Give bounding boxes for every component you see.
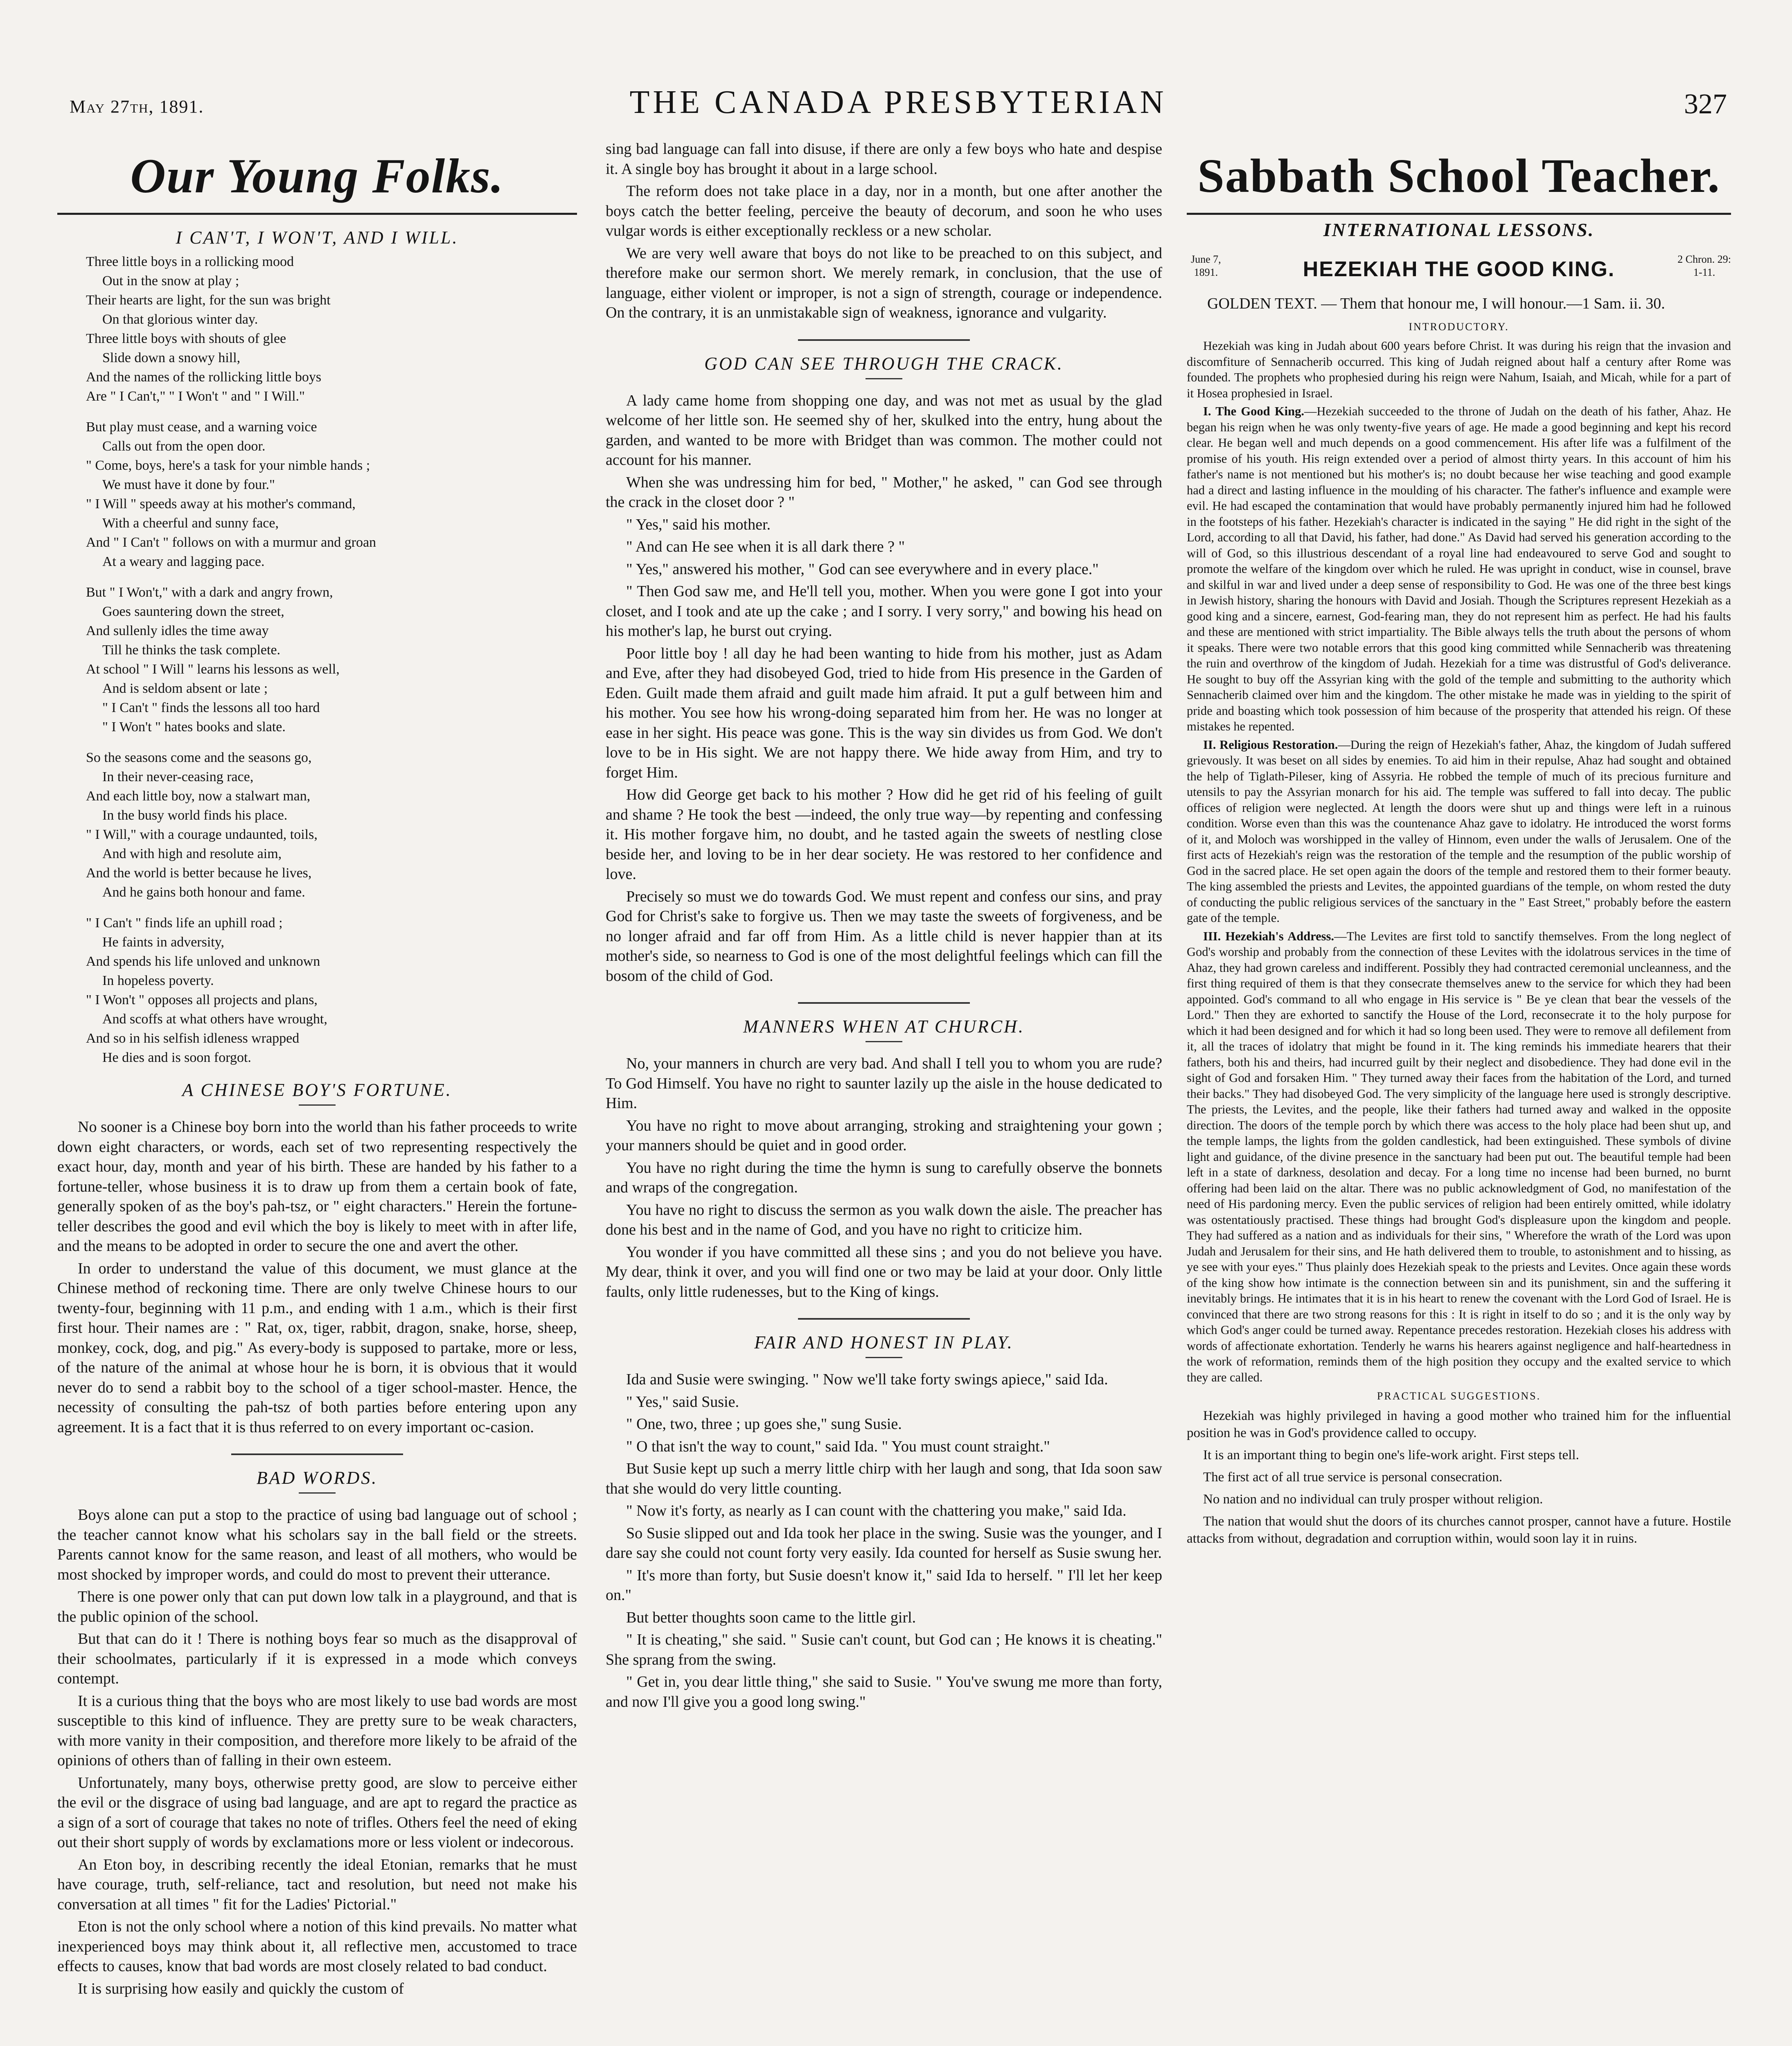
paragraph: You have no right to move about arranging, stroking and straightening your gown ; your manners should be quiet and in good order. [606,1117,1162,1154]
title-dash [299,1492,336,1494]
paragraph: " Yes," said Susie. [626,1393,739,1411]
article-body [57,1117,577,1437]
poem-line: Their hearts are light, for the sun was bright [86,293,331,308]
article-continuation [606,139,1162,323]
article-title: FAIR AND HONEST IN PLAY. [754,1332,1014,1352]
paragraph: " Get in, you dear little thing," she said to Susie. " You've swung me more than forty, and now I'll give you a good long swing." [606,1673,1162,1710]
article-separator [798,339,970,341]
paragraph: How did George get back to his mother ? How did he get rid of his feeling of guilt and shame ? He took the best —indeed, the only true way—by repenting and confessing it. His mother forgave him, no doubt, and he tasted again the sweets of nestling close beside her, and loving to be in her dear society. He was restored to her confidence and love. [606,786,1162,883]
practical-suggestions [1187,1407,1731,1547]
poem-line: And sullenly idles the time away [86,623,269,638]
column-sabbath-school [1187,139,1731,2046]
paragraph: " Then God saw me, and He'll tell you, mother. When you were gone I got into your closet, and I took and ate up the cake ; and I sorry. I very sorry," and bowing his head on his mother's lap, he burst out crying. [606,583,1162,640]
paragraph: You have no right during the time the hymn is sung to carefully observe the bonnets and wraps of the congregation. [606,1159,1162,1196]
poem-line: And he gains both honour and fame. [102,885,305,900]
paragraph: No nation and no individual can truly prosper without religion. [1203,1492,1543,1507]
paragraph: The first act of all true service is personal consecration. [1203,1470,1503,1485]
poem-line: And the names of the rollicking little boys [86,370,322,385]
title-rule [57,213,577,215]
paragraph: The nation that would shut the doors of its churches cannot prosper, cannot have a future. Hostile attacks from without, degradation and corruption within, would soon lay it in ruins. [1187,1514,1731,1546]
running-head [70,84,1727,129]
paragraph: The reform does not take place in a day, nor in a month, but one after another the boys catch the better feeling, perceive the beauty of decorum, and soon he who uses vulgar words is either exceptionally reckless or a new scholar. [606,183,1162,239]
poem-stanza [86,748,577,902]
introductory-body [1187,338,1731,401]
paragraph: No, your manners in church are very bad. And shall I tell you to whom you are rude? To God Himself. You have no right to saunter lazily up the aisle in the house dedicated to Him. [606,1055,1162,1112]
paragraph: You wonder if you have committed all these sins ; and you do not believe you have. My dear, think it over, and you will find one or two may be laid at your door. Only little faults, only little rudenesses, but to the King of kings. [606,1243,1162,1300]
section-heading: II. Religious Restoration. [1203,737,1338,752]
poem-line: Till he thinks the task complete. [102,642,281,658]
paragraph: Hezekiah was king in Judah about 600 years before Christ. It was during his reign that the invasion and discomfiture of Sennacherib occurred. This king of Judah reigned about half a century after Rome was founded. The prophets who prophesied during his reign were Nahum, Isaiah, and Micah, while for a part of it Hosea prophesied in Israel. [1187,339,1731,400]
paragraph: So Susie slipped out and Ida took her place in the swing. Susie was the younger, and I dare say she could not count forty very easily. Ida counted for herself as Susie swung her. [606,1524,1162,1562]
column-middle [606,139,1162,2046]
paragraph: An Eton boy, in describing recently the ideal Etonian, remarks that he must have courage, truth, self-reliance, tact and resolution, but need not make his conversation at all times " fit for the Ladies' Pictorial." [57,1856,577,1913]
article-separator [798,1318,970,1320]
title-dash [866,378,902,379]
golden-text: GOLDEN TEXT. — Them that honour me, I will honour.—1 Sam. ii. 30. [1207,295,1665,312]
poem-line: And is seldom absent or late ; [102,681,268,696]
poem [57,252,577,1067]
poem-line: Slide down a snowy hill, [102,350,241,365]
department-title: Sabbath School Teacher. [1197,149,1720,203]
poem-line: In the busy world finds his place. [102,808,288,823]
paragraph: Precisely so must we do towards God. We must repent and confess our sins, and pray God for Christ's sake to forgive us. Then we may taste the sweets of forgiveness, and be no longer afraid and far off from Him. As a little child is never happier than at its mother's side, so nearness to God is one of the most delightful feelings which can fill the bosom of the child of God. [606,888,1162,985]
poem-line: Three little boys in a rollicking mood [86,254,294,269]
poem-line: And with high and resolute aim, [102,846,282,861]
article-body [57,1505,577,1999]
article-body [606,1054,1162,1302]
poem-line: And the world is better because he lives, [86,865,312,881]
poem-line: " I Won't " opposes all projects and plans, [86,992,318,1007]
paragraph: " It's more than forty, but Susie doesn't know it," said Ida to herself. " I'll let her keep on." [606,1566,1162,1604]
paragraph: Poor little boy ! all day he had been wanting to hide from his mother, just as Adam and Eve, after they had disobeyed God, tried to hide from His presence in the Garden of Eden. Guilt made them afraid and guilt made him afraid. It put a gulf between him and his mother. You see how his wrong-doing separated him from her. He was no longer at ease in her sight. His peace was gone. This is the way sin divides us from God. We don't love to be in His sight. We are not happy there. We hide away from Him, and try to forget Him. [606,644,1162,781]
lesson-section [1187,928,1731,1386]
article-body [606,391,1162,986]
paragraph: No sooner is a Chinese boy born into the world than his father proceeds to write down eight characters, or words, each set of two representing respectively the exact hour, day, month and year of his birth. These are handed by his father to a fortune-teller, whose business it is to draw up from them a certain book of fate, generally spoken of as the boy's pah-tsz, or " eight characters." Herein the fortune-teller describes the good and evil which the boy is likely to meet with in after life, and the means to be adopted in order to secure the one and avert the other. [57,1118,577,1255]
poem-line: Are " I Can't," " I Won't " and " I Will." [86,389,305,404]
issue-date: May 27th, 1891. [70,97,204,117]
poem-line: Three little boys with shouts of glee [86,331,286,346]
paragraph: " It is cheating," she said. " Susie can't count, but God can ; He knows it is cheating." She sprang from the swing. [606,1631,1162,1668]
poem-line: On that glorious winter day. [102,312,258,327]
paragraph: Hezekiah was highly privileged in having a good mother who trained him for the influential position he was in God's providence called to occupy. [1187,1408,1731,1440]
paragraph: There is one power only that can put down low talk in a playground, and that is the public opinion of the school. [57,1588,577,1625]
section-text: —During the reign of Hezekiah's father, Ahaz, the kingdom of Judah suffered grievously. It was beset on all sides by enemies. To aid him in their repulse, Ahaz had sought and obtained the help of Tiglath-Pileser, king of Assyria. He robbed the temple of much of its precious furniture and utensils to pay the Assyrian monarch for his aid. The temple was suffered to fall into decay. The public offices of religion were neglected. At length the doors were shut up and things were left in a ruinous condition. Worse even than this was the countenance Ahaz gave to idolatry. He introduced the worst forms of it, and Moloch was worshipped in the valley of Hinnom, even under the walls of Jerusalem. One of the first acts of Hezekiah's reign was the restoration of the temple and the resumption of the public worship of God in the sacred place. He set open again the doors of the temple and restored them to their former beauty. The king assembled the priests and Levites, the appointed guardians of the temple, on whom rested the duty of conducting the public religious services of the sanctuary in the " East Street," probably before the eastern gate of the temple. [1187,737,1731,925]
paragraph: We are very well aware that boys do not like to be preached to on this subject, and therefore make our sermon short. We merely remark, in conclusion, that the use of language, either violent or improper, is not a sign of strength, courage or independence. On the contrary, it is an unmistakable sign of weakness, ignorance and vulgarity. [606,244,1162,321]
paragraph: But better thoughts soon came to the little girl. [626,1609,916,1626]
scripture-reference: 2 Chron. 29: 1-11. [1677,253,1731,278]
page-number: 327 [1684,88,1727,120]
paragraph: A lady came home from shopping one day, and was not met as usual by the glad welcome of her little son. He seemed shy of her, skulked into the entry, hung about the garden, and wanted to be more with Bridget than was common. The mother could not account for his manner. [606,392,1162,469]
lesson-date: June 7, 1891. [1191,253,1221,278]
lesson-title: HEZEKIAH THE GOOD KING. [1303,257,1615,281]
article-separator [798,1002,970,1004]
section-heading: III. Hezekiah's Address. [1203,929,1334,943]
lesson-sections [1187,403,1731,1385]
paragraph: Unfortunately, many boys, otherwise pretty good, are slow to perceive either the evil or the disgrace of using bad language, and are apt to regard the practice as a sign of a sort of courage that takes no note of trifles. Others feel the need of eking out their short supply of words by exclamations more or less violent or indecorous. [57,1774,577,1851]
article-body [606,1370,1162,1712]
department-title: Our Young Folks. [130,149,504,203]
article-title: A CHINESE BOY'S FORTUNE. [182,1080,452,1100]
poem-line: " I Will," with a courage undaunted, toils, [86,827,318,842]
poem-line: In hopeless poverty. [102,973,214,988]
paragraph: It is an important thing to begin one's life-work aright. First steps tell. [1203,1448,1579,1462]
introductory-label: INTRODUCTORY. [1409,321,1509,333]
paragraph: Eton is not the only school where a notion of this kind prevails. No matter what inexperienced boys may think about it, all reflective men, accustomed to trace effects to causes, know that bad words are most closely related to bad conduct. [57,1918,577,1975]
poem-line: " I Can't " finds the lessons all too hard [102,700,320,715]
article-title: BAD WORDS. [256,1468,378,1488]
paragraph: Boys alone can put a stop to the practice of using bad language out of school ; the teacher cannot know what his scholars say in the ball field or the streets. Parents cannot know for the same reason, and least of all mothers, who would be most shocked by improper words, and could do most to prevent their utterance. [57,1506,577,1583]
title-dash [866,1357,902,1358]
poem-line: And each little boy, now a stalwart man, [86,789,311,804]
paragraph: But Susie kept up such a merry little chirp with her laugh and song, that Ida soon saw that she would do very little counting. [606,1460,1162,1497]
section-text: —Hezekiah succeeded to the throne of Judah on the death of his father, Ahaz. He began his reign when he was only twenty-five years of age. He made a good beginning and kept his record clear. He began well and much depends on a good commencement. His after life was a fulfilment of the promise of his youth. His reign extended over a period of almost thirty years. In this account of him his father's name is not mentioned but his mother's is; no doubt because her wise teaching and good example had a direct and lasting influence in the moulding of his character. The father's influence and example were evil. He had escaped the contamination that would have probably permanently injured him had he followed in the footsteps of his father. Hezekiah's character is indicated in the saying " He did right in the sight of the Lord, according to all that David, his father, had done." As David had served his generation according to the will of God, so this illustrious descendant of a royal line had endeavoured to serve God and sought to promote the welfare of the kingdom over which he ruled. He was upright in conduct, wise in counsel, brave and skilful in war and lived under a deep sense of responsibility to God. He was one of the three best kings in Jewish history, sharing the honours with David and Josiah. Though the Scriptures represent Hezekiah as a good king and a sincere, earnest, God-fearing man, they do not represent him as perfect. He had his faults and these are mentioned with strict impartiality. The Bible always tells the truth about the persons of whom it speaks. There were two notable errors that this good king committed while Sennacherib was threatening the ruin and overthrow of the kingdom of Judah. Hezekiah for a time was distrustful of God's deliverance. He sought to buy off the Assyrian king with the gold of the temple and submitting to the authority which Sennacherib claimed over him and the kingdom. The other mistake he made was in yielding to the spirit of pride and boasting which took possession of him because of the prosperity that attended his reign. Of these mistakes he repented. [1187,404,1731,733]
poem-line: But play must cease, and a warning voice [86,419,317,435]
poem-line: And so in his selfish idleness wrapped [86,1031,300,1046]
poem-line: " I Can't " finds life an uphill road ; [86,915,283,931]
poem-stanza [86,583,577,737]
article-title: GOD CAN SEE THROUGH THE CRACK. [704,353,1064,374]
title-dash [299,1104,336,1106]
poem-line: Out in the snow at play ; [102,273,239,288]
title-rule [1187,213,1731,215]
poem-line: So the seasons come and the seasons go, [86,750,312,765]
lesson-section [1187,403,1731,735]
poem-line: " Come, boys, here's a task for your nimble hands ; [86,458,370,473]
section-heading: I. The Good King. [1203,404,1304,418]
article-title: MANNERS WHEN AT CHURCH. [743,1016,1025,1037]
poem-line: Goes sauntering down the street, [102,604,284,619]
poem-line: " I Won't " hates books and slate. [102,719,286,735]
column-young-folks [57,139,577,2046]
poem-line: Calls out from the open door. [102,439,266,454]
poem-stanza [86,252,577,406]
poem-line: But " I Won't," with a dark and angry frown, [86,585,333,600]
lesson-section [1187,737,1731,926]
poem-line: And " I Can't " follows on with a murmur and groan [86,535,376,550]
paragraph: When she was undressing him for bed, " Mother," he asked, " can God see through the crack in the closet door ? " [606,473,1162,511]
publication-title: THE CANADA PRESBYTERIAN [629,84,1167,120]
paragraph: You have no right to discuss the sermon as you walk down the aisle. The preacher has done his best and in the name of God, and you have no right to criticize him. [606,1201,1162,1238]
paragraph: Ida and Susie were swinging. " Now we'll take forty swings apiece," said Ida. [626,1371,1108,1388]
poem-line: And spends his life unloved and unknown [86,954,320,969]
paragraph: " Yes," said his mother. [626,516,771,533]
lesson-heading [1187,253,1731,290]
international-lessons-title: INTERNATIONAL LESSONS. [1323,219,1595,240]
poem-stanza [86,417,577,571]
poem-title: I CAN'T, I WON'T, AND I WILL. [176,228,459,248]
article-separator [231,1453,403,1455]
poem-stanza [86,913,577,1067]
poem-line: " I Will " speeds away at his mother's command, [86,496,356,512]
paragraph: " O that isn't the way to count," said Ida. " You must count straight." [626,1438,1050,1455]
poem-line: He faints in adversity, [102,935,225,950]
paragraph: sing bad language can fall into disuse, if there are only a few boys who hate and despise it. A single boy has brought it about in a large school. [606,140,1162,178]
poem-line: At a weary and lagging pace. [102,554,265,569]
poem-line: At school " I Will " learns his lessons as well, [86,662,340,677]
paragraph: It is a curious thing that the boys who are most likely to use bad words are most susceptible to this kind of influence. They are pretty sure to be weak characters, with more vanity in their composition, and therefore more likely to be afraid of the opinions of others than of falling in their own esteem. [57,1692,577,1769]
practical-label: PRACTICAL SUGGESTIONS. [1377,1390,1541,1402]
poem-line: In their never-ceasing race, [102,769,254,784]
paragraph: It is surprising how easily and quickly the custom of [78,1980,404,1997]
poem-line: With a cheerful and sunny face, [102,516,279,531]
paragraph: " And can He see when it is all dark there ? " [626,538,905,555]
poem-line: We must have it done by four." [102,477,275,492]
paragraph: " One, two, three ; up goes she," sung Susie. [626,1415,902,1433]
paragraph: " Yes," answered his mother, " God can see everywhere and in every place." [626,560,1099,578]
paragraph: In order to understand the value of this document, we must glance at the Chinese method of reckoning time. There are only twelve Chinese hours to our twenty-four, beginning with 11 p.m., and ending with 1 a.m., which is their first first hour. Their names are : " Rat, ox, tiger, rabbit, dragon, snake, horse, sheep, monkey, cock, dog, and pig." As every-body is supposed to partake, more or less, of the nature of the animal at whose hour he is born, it is obvious that it would never do to send a rabbit boy to the school of a tiger school-master. Hence, the necessity of consulting the pah-tsz of both parties before entering upon any agreement. It is a fact that it is thus referred to on every important oc-casion. [57,1260,577,1436]
paragraph: But that can do it ! There is nothing boys fear so much as the disapproval of their schoolmates, particularly if it is expressed in a mode which conveys contempt. [57,1630,577,1687]
poem-line: He dies and is soon forgot. [102,1050,251,1065]
poem-line: And scoffs at what others have wrought, [102,1012,327,1027]
section-text: —The Levites are first told to sanctify themselves. From the long neglect of God's worship and probably from the connection of these Levites with the idolatrous services in the time of Ahaz, they had grown careless and indifferent. Possibly they had contracted ceremonial uncleanness, and the first thing required of them is that they consecrate themselves anew to the service for which they had been appointed. God's command to all who engage in His service is " Be ye clean that bear the vessels of the Lord." Then they are exhorted to sanctify the House of the Lord, reconsecrate it to the holy purpose for which it had been designed and for which it had so long been used. They were to remove all defilement from it, all the traces of idolatry that might be found in it. The king reminds his immediate hearers that their fathers, both his and theirs, had incurred guilt by their neglect and disobedience. They had done evil in the sight of God and forsaken Him. " They turned away their faces from the habitation of the Lord, and turned their backs." They had disobeyed God. The very simplicity of the language here used is strongly descriptive. The priests, the Levites, and the people, like their fathers had turned away and walked in the opposite direction. The doors of the temple porch by which there was access to the holy place had been shut up, and the temple lamps, the lights from the golden candlestick, had been extinguished. These symbols of divine light and guidance, of the divine presence in the sanctuary had been put out. The beautiful temple had been left in a state of darkness, desolation and decay. For a long time no incense had been burned, no burnt offering had been laid on the altar. There was no public acknowledgment of God, no manifestation of the need of His pardoning mercy. Even the public services of religion had been entirely omitted, while idolatry was ostentatiously practised. These things had brought God's displeasure upon the kingdom and people. They had suffered as a nation and as individuals for their sins, " Wherefore the wrath of the Lord was upon Judah and Jerusalem for their sins, and He hath delivered them to trouble, to astonishment and to hissing, as ye see with your eyes." Thus plainly does Hezekiah speak to the priests and Levites. Once again these words of the king show how intimate is the connection between sin and its punishment, sin and the suffering it inevitably brings. He intimates that it is in his heart to renew the covenant with the Lord God of Israel. He is convinced that there are two strong reasons for this : It is right in itself to do so ; and it is the only way by which God's anger could be turned away. Repentance precedes restoration. Hezekiah closes his address with words of affectionate exhortation. Tenderly he warns his hearers against negligence and half-heartedness in the work of reformation, reminds them of the high position they occupy and the exalted service to which they are called. [1187,929,1731,1384]
title-dash [866,1041,902,1042]
paragraph: " Now it's forty, as nearly as I can count with the chattering you make," said Ida. [626,1502,1127,1519]
